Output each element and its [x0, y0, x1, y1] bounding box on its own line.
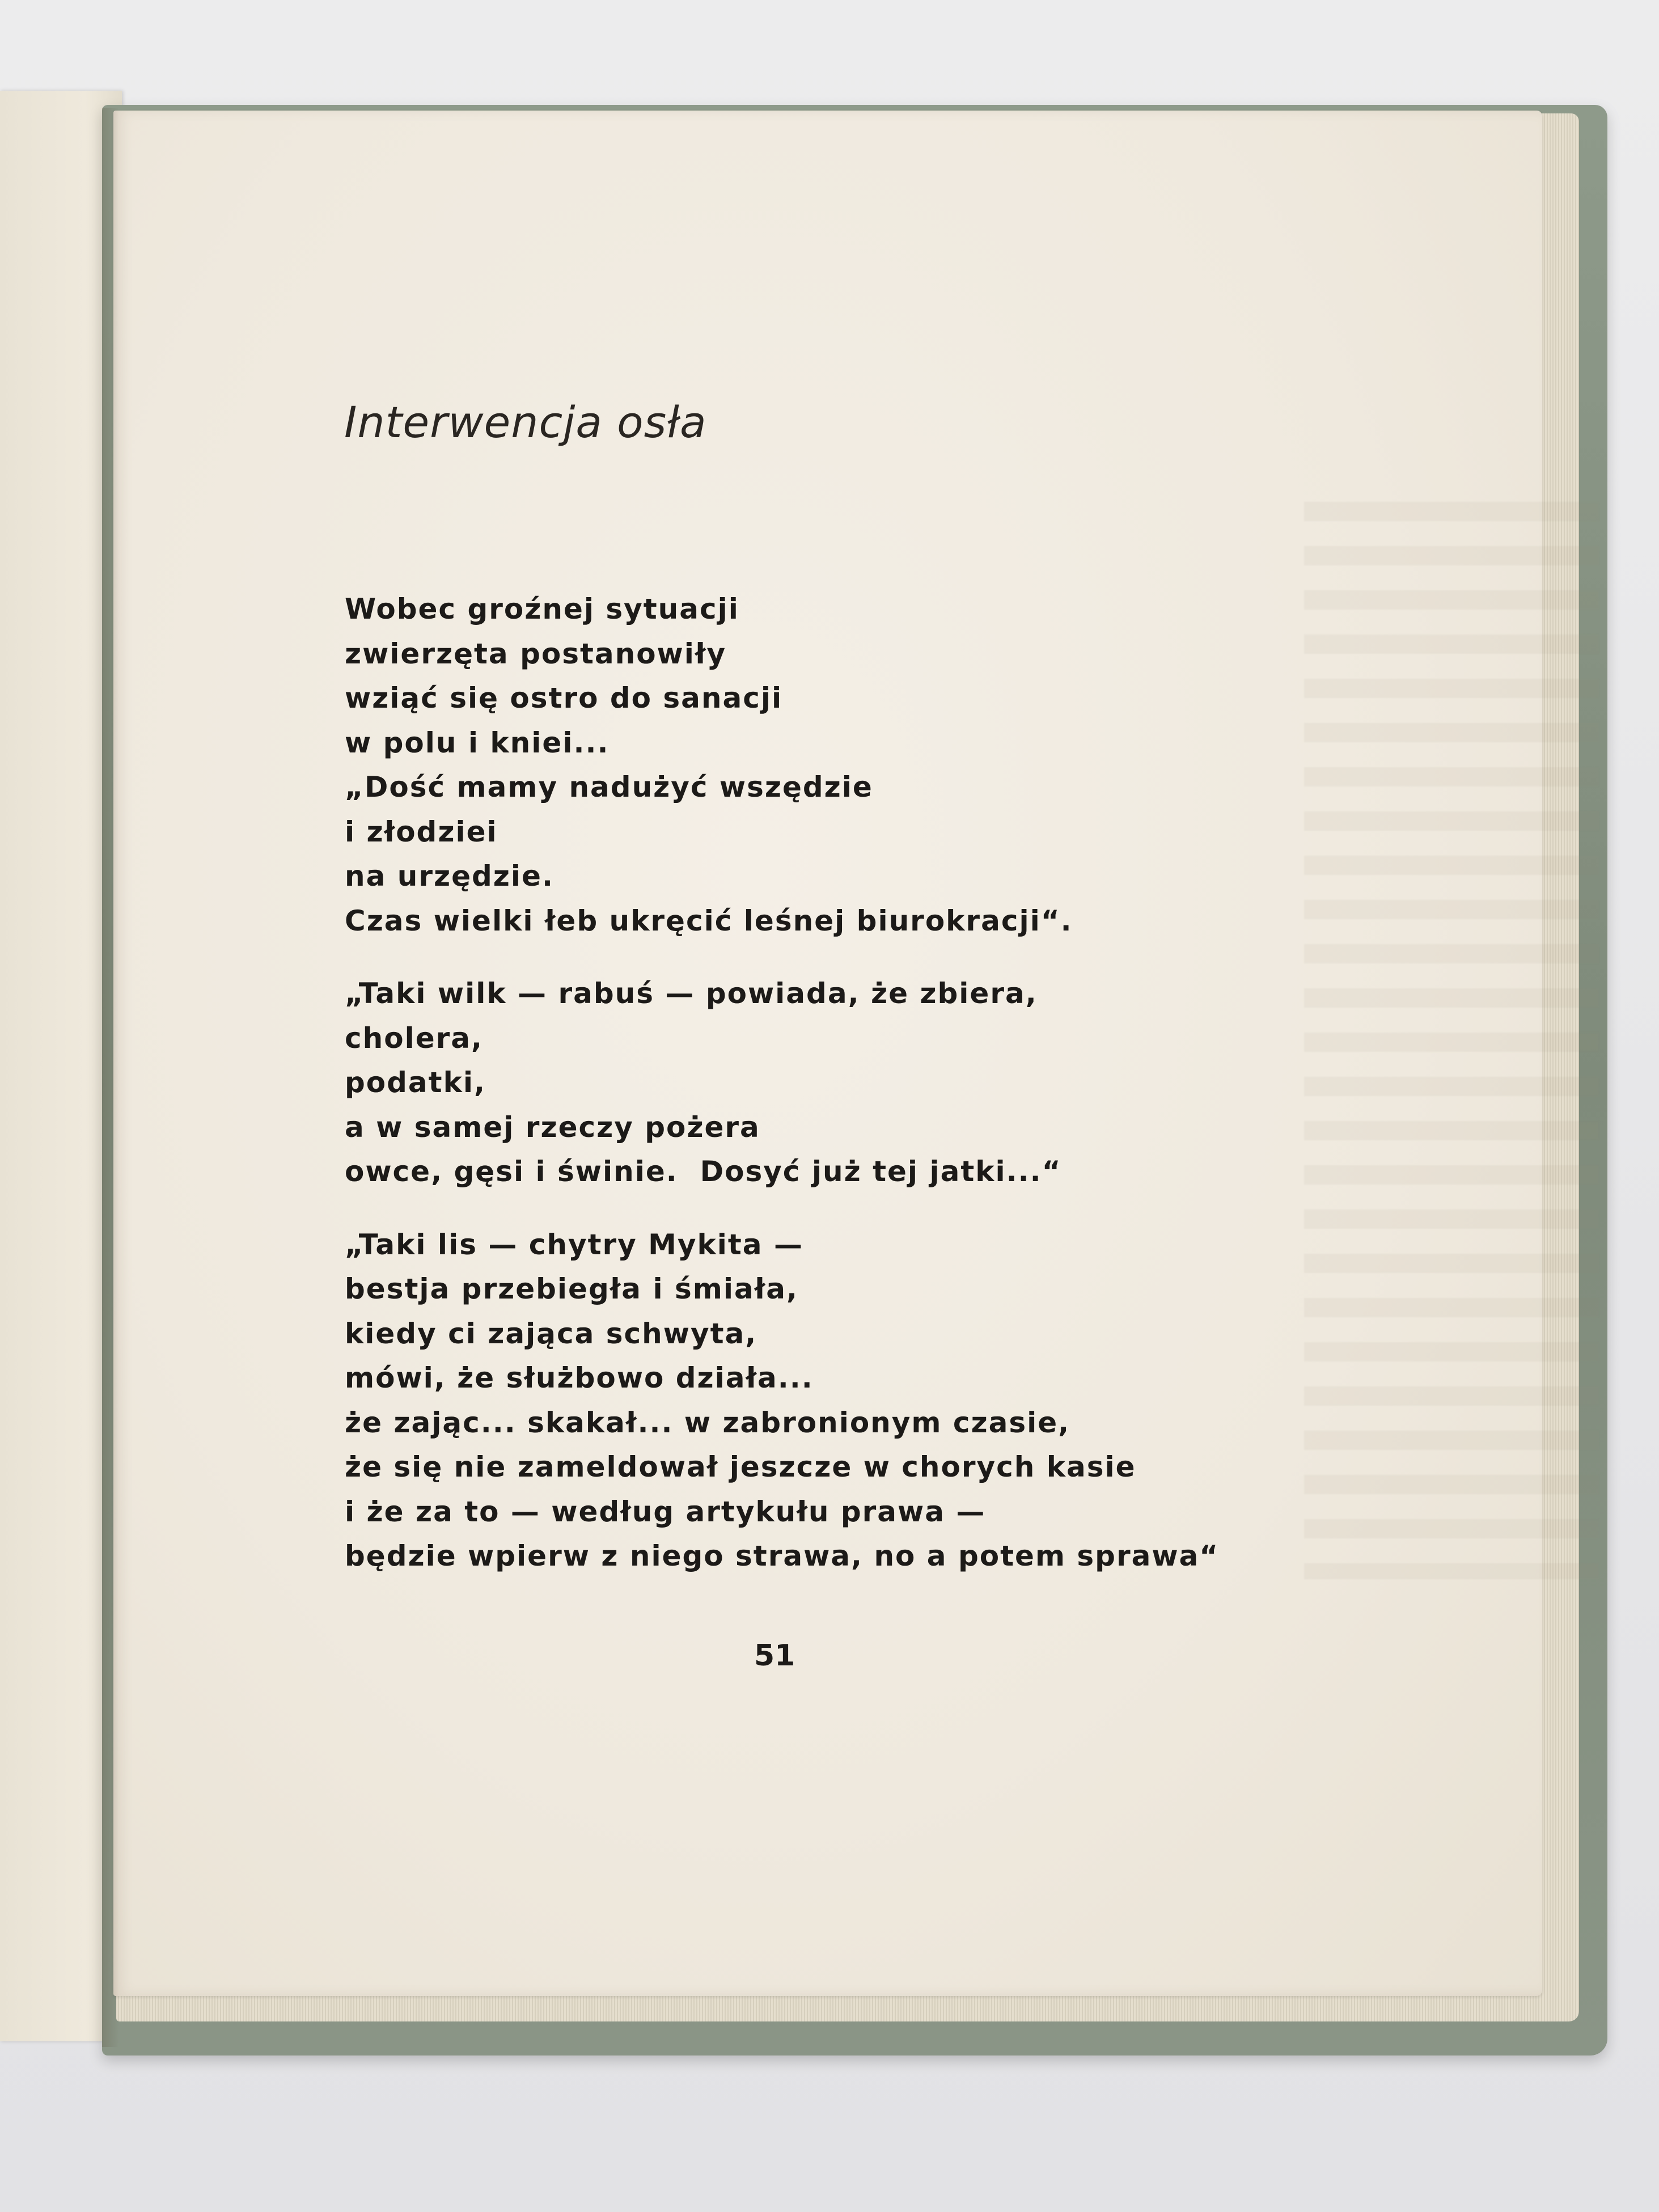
- poem-line: podatki,: [345, 1066, 486, 1099]
- page-number: 51: [754, 1639, 795, 1673]
- poem-body: [345, 587, 1252, 1607]
- stanza-3: [345, 1223, 1252, 1579]
- poem-line: „Dość mamy nadużyć wszędzie: [345, 771, 873, 803]
- poem-line: będzie wpierw z niego strawa, no a potem sprawa“: [345, 1539, 1220, 1572]
- poem-line: mówi, że służbowo działa...: [345, 1361, 814, 1394]
- poem-line: „Taki lis — chytry Mykita —: [345, 1228, 803, 1261]
- poem-line: że zając... skakał... w zabronionym czasie,: [345, 1406, 1070, 1439]
- stanza-1: [345, 587, 1252, 943]
- poem-line: że się nie zameldował jeszcze w chorych kasie: [345, 1450, 1136, 1483]
- poem-line: „Taki wilk — rabuś — powiada, że zbiera,: [345, 977, 1038, 1010]
- poem-line: wziąć się ostro do sanacji: [345, 682, 783, 714]
- poem-line: i złodziei: [345, 815, 498, 848]
- poem-line: cholera,: [345, 1021, 484, 1055]
- poem-line: w polu i kniei...: [345, 726, 610, 759]
- poem-line: Czas wielki łeb ukręcić leśnej biurokracji“.: [345, 904, 1073, 937]
- poem-line: kiedy ci zająca schwyta,: [345, 1317, 757, 1350]
- poem-line: owce, gęsi i świnie. Dosyć już tej jatki...“: [345, 1155, 1062, 1188]
- poem-title: Interwencja osła: [344, 397, 707, 447]
- poem-line: i że za to — według artykułu prawa —: [345, 1495, 986, 1528]
- poem-line: bestja przebiegła i śmiała,: [345, 1272, 799, 1305]
- stanza-2: [345, 971, 1252, 1194]
- book-gutter: [102, 108, 119, 2047]
- poem-line: Wobec groźnej sytuacji: [345, 593, 739, 625]
- poem-line: na urzędzie.: [345, 860, 554, 893]
- show-through-text: [1304, 502, 1599, 1579]
- poem-line: a w samej rzeczy pożera: [345, 1110, 760, 1144]
- poem-line: zwierzęta postanowiły: [345, 637, 727, 670]
